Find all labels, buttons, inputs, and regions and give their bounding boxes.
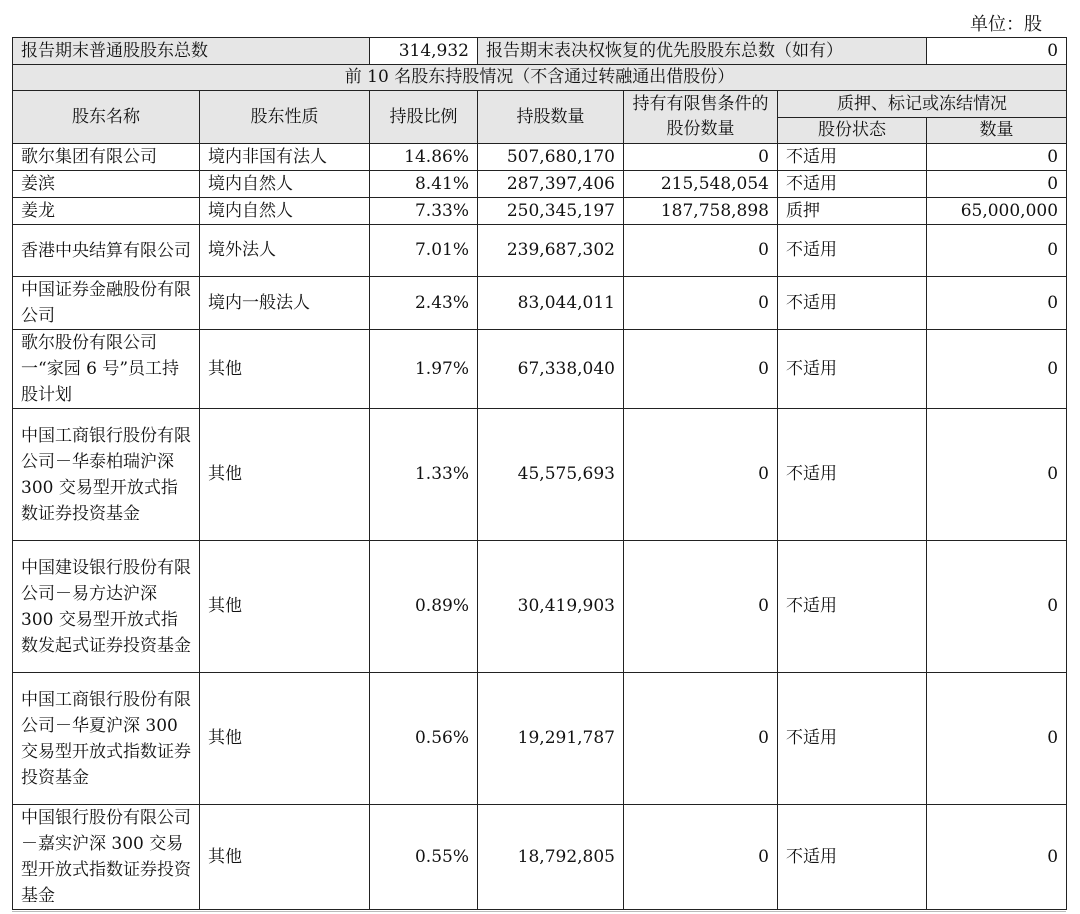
cell-nature: 境内自然人 — [200, 171, 370, 198]
table-row — [13, 673, 1067, 805]
cell-pledge-qty: 0 — [927, 673, 1067, 805]
preferred-holders-value: 0 — [927, 38, 1067, 65]
header-restricted: 持有有限售条件的股份数量 — [624, 91, 778, 144]
cell-quantity: 250,345,197 — [478, 198, 624, 225]
cell-restricted: 0 — [624, 673, 778, 805]
cell-ratio: 2.43% — [370, 277, 478, 330]
table-row — [13, 225, 1067, 277]
table-row — [13, 330, 1067, 409]
section-title-row — [13, 65, 1067, 91]
header-name: 股东名称 — [13, 91, 200, 144]
cell-nature: 其他 — [200, 409, 370, 541]
shareholders-table — [12, 37, 1067, 910]
cell-restricted: 215,548,054 — [624, 171, 778, 198]
cell-pledge-status: 不适用 — [778, 673, 927, 805]
cell-pledge-qty: 0 — [927, 225, 1067, 277]
cell-pledge-qty: 0 — [927, 277, 1067, 330]
cell-ratio: 7.01% — [370, 225, 478, 277]
cell-ratio: 1.33% — [370, 409, 478, 541]
header-nature: 股东性质 — [200, 91, 370, 144]
header-row-1 — [13, 91, 1067, 118]
cell-nature: 境内非国有法人 — [200, 144, 370, 171]
cell-pledge-qty: 65,000,000 — [927, 198, 1067, 225]
section-title: 前 10 名股东持股情况（不含通过转融通出借股份） — [13, 65, 1067, 91]
page-bottom-edge — [12, 909, 1066, 914]
cell-nature: 其他 — [200, 330, 370, 409]
cell-nature: 境内自然人 — [200, 198, 370, 225]
cell-pledge-status: 不适用 — [778, 171, 927, 198]
table-row — [13, 277, 1067, 330]
cell-restricted: 0 — [624, 541, 778, 673]
cell-quantity: 30,419,903 — [478, 541, 624, 673]
cell-quantity: 239,687,302 — [478, 225, 624, 277]
table-row — [13, 805, 1067, 910]
cell-pledge-status: 不适用 — [778, 409, 927, 541]
table-row — [13, 541, 1067, 673]
cell-pledge-qty: 0 — [927, 171, 1067, 198]
cell-quantity: 19,291,787 — [478, 673, 624, 805]
cell-name: 香港中央结算有限公司 — [13, 225, 200, 277]
cell-name: 中国工商银行股份有限公司－华泰柏瑞沪深 300 交易型开放式指数证券投资基金 — [13, 409, 200, 541]
cell-ratio: 0.55% — [370, 805, 478, 910]
cell-name: 中国银行股份有限公司－嘉实沪深 300 交易型开放式指数证券投资基金 — [13, 805, 200, 910]
cell-name: 姜龙 — [13, 198, 200, 225]
preferred-holders-label: 报告期末表决权恢复的优先股股东总数（如有） — [478, 38, 927, 65]
common-holders-value: 314,932 — [370, 38, 478, 65]
cell-pledge-qty: 0 — [927, 541, 1067, 673]
cell-nature: 其他 — [200, 805, 370, 910]
cell-quantity: 83,044,011 — [478, 277, 624, 330]
cell-pledge-qty: 0 — [927, 330, 1067, 409]
cell-name: 中国证券金融股份有限公司 — [13, 277, 200, 330]
header-pledge-qty: 数量 — [927, 118, 1067, 144]
cell-ratio: 0.89% — [370, 541, 478, 673]
cell-restricted: 0 — [624, 805, 778, 910]
table-row — [13, 409, 1067, 541]
cell-pledge-qty: 0 — [927, 144, 1067, 171]
header-ratio: 持股比例 — [370, 91, 478, 144]
cell-pledge-status: 质押 — [778, 198, 927, 225]
cell-pledge-qty: 0 — [927, 409, 1067, 541]
cell-name: 歌尔股份有限公司一“家园 6 号”员工持股计划 — [13, 330, 200, 409]
header-pledge-status: 股份状态 — [778, 118, 927, 144]
cell-nature: 其他 — [200, 541, 370, 673]
cell-pledge-status: 不适用 — [778, 541, 927, 673]
cell-restricted: 0 — [624, 330, 778, 409]
cell-quantity: 67,338,040 — [478, 330, 624, 409]
cell-ratio: 0.56% — [370, 673, 478, 805]
cell-name: 歌尔集团有限公司 — [13, 144, 200, 171]
header-quantity: 持股数量 — [478, 91, 624, 144]
cell-nature: 境外法人 — [200, 225, 370, 277]
cell-quantity: 45,575,693 — [478, 409, 624, 541]
cell-nature: 其他 — [200, 673, 370, 805]
cell-pledge-status: 不适用 — [778, 805, 927, 910]
unit-label: 单位：股 — [970, 14, 1042, 35]
common-holders-label: 报告期末普通股股东总数 — [13, 38, 370, 65]
table-row — [13, 144, 1067, 171]
cell-restricted: 0 — [624, 409, 778, 541]
summary-row — [13, 38, 1067, 65]
cell-pledge-status: 不适用 — [778, 225, 927, 277]
cell-quantity: 18,792,805 — [478, 805, 624, 910]
table-row — [13, 171, 1067, 198]
cell-restricted: 0 — [624, 277, 778, 330]
cell-name: 中国建设银行股份有限公司－易方达沪深 300 交易型开放式指数发起式证券投资基金 — [13, 541, 200, 673]
cell-restricted: 0 — [624, 144, 778, 171]
cell-ratio: 8.41% — [370, 171, 478, 198]
cell-ratio: 14.86% — [370, 144, 478, 171]
cell-quantity: 507,680,170 — [478, 144, 624, 171]
cell-restricted: 0 — [624, 225, 778, 277]
cell-restricted: 187,758,898 — [624, 198, 778, 225]
cell-pledge-qty: 0 — [927, 805, 1067, 910]
cell-ratio: 7.33% — [370, 198, 478, 225]
cell-pledge-status: 不适用 — [778, 277, 927, 330]
header-pledge-group: 质押、标记或冻结情况 — [778, 91, 1067, 118]
cell-pledge-status: 不适用 — [778, 144, 927, 171]
cell-ratio: 1.97% — [370, 330, 478, 409]
cell-name: 中国工商银行股份有限公司－华夏沪深 300 交易型开放式指数证券投资基金 — [13, 673, 200, 805]
cell-quantity: 287,397,406 — [478, 171, 624, 198]
cell-name: 姜滨 — [13, 171, 200, 198]
cell-nature: 境内一般法人 — [200, 277, 370, 330]
cell-pledge-status: 不适用 — [778, 330, 927, 409]
table-row — [13, 198, 1067, 225]
